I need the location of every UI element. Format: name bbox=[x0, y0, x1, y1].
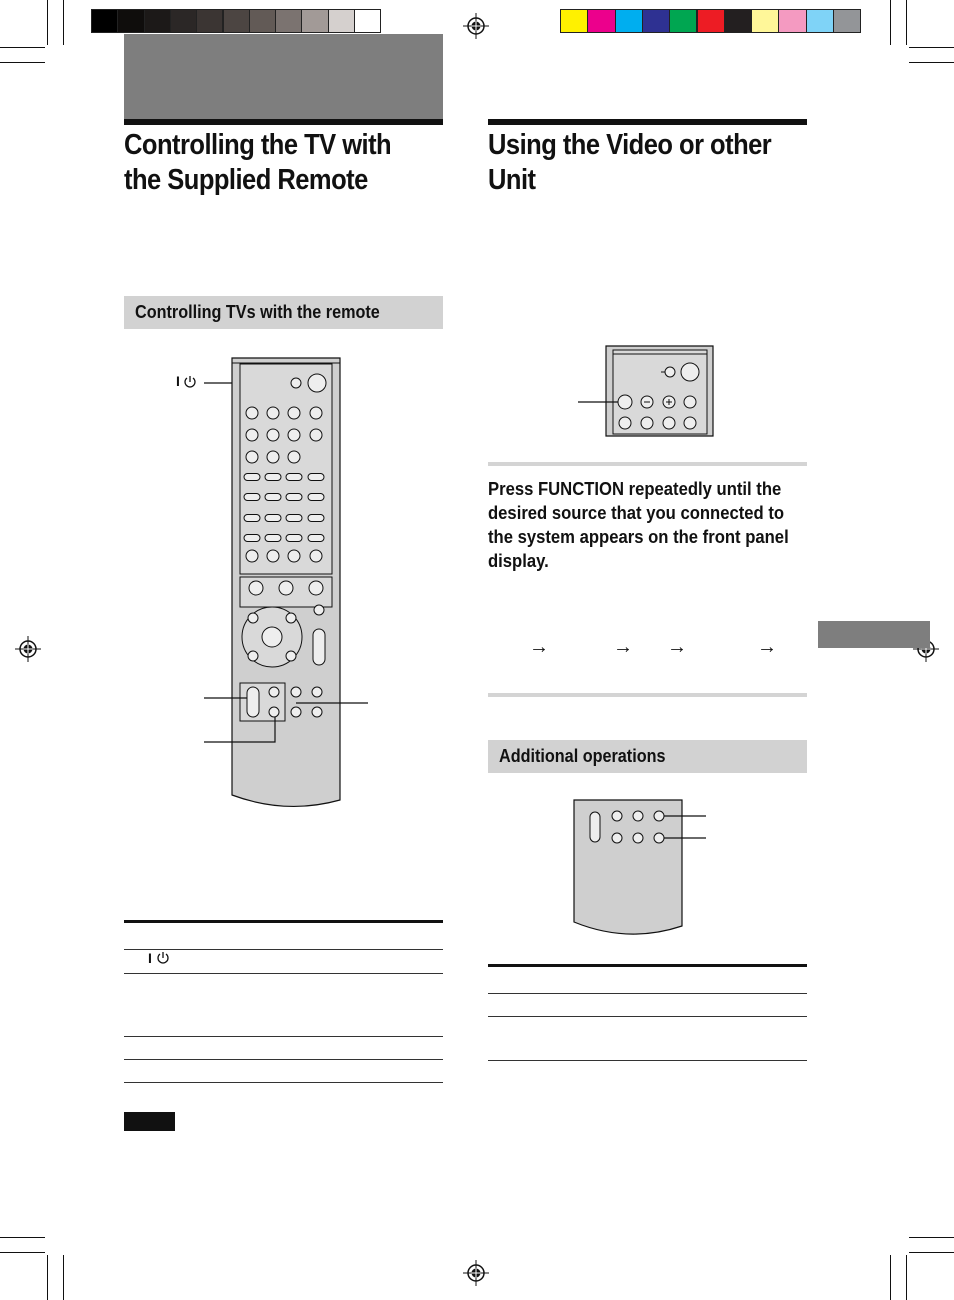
page-title-right: Using the Video or other Unit bbox=[488, 129, 772, 196]
registration-target-icon bbox=[15, 636, 41, 662]
crop-mark bbox=[909, 1237, 954, 1238]
function-sequence-arrow: → bbox=[613, 636, 633, 658]
remote-top-illustration bbox=[575, 344, 720, 438]
title-rule bbox=[124, 119, 443, 125]
power-label: I bbox=[176, 373, 180, 389]
color-swatch bbox=[751, 9, 779, 33]
step-top-rule bbox=[488, 462, 807, 466]
gray-swatch bbox=[91, 9, 118, 33]
gray-swatch bbox=[301, 9, 328, 33]
crop-mark bbox=[890, 1255, 891, 1300]
gray-swatch bbox=[249, 9, 276, 33]
remote-bottom-illustration bbox=[570, 798, 710, 940]
crop-mark bbox=[909, 1252, 954, 1253]
gray-swatch bbox=[223, 9, 250, 33]
color-swatch bbox=[833, 9, 861, 33]
remote-button bbox=[265, 494, 281, 501]
crop-mark bbox=[0, 62, 45, 63]
remote-button bbox=[244, 535, 260, 542]
remote-button bbox=[288, 429, 300, 441]
color-swatch bbox=[642, 9, 670, 33]
remote-button bbox=[286, 494, 302, 501]
table-top-rule bbox=[488, 964, 807, 967]
remote-button bbox=[288, 407, 300, 419]
crop-mark bbox=[906, 0, 907, 45]
color-swatch bbox=[697, 9, 725, 33]
crop-mark bbox=[909, 47, 954, 48]
table-row-divider bbox=[124, 1059, 443, 1060]
remote-button bbox=[308, 474, 324, 481]
remote-button bbox=[246, 429, 258, 441]
title-rule bbox=[488, 119, 807, 125]
crop-mark bbox=[0, 47, 45, 48]
page-title-left: Controlling the TV with the Supplied Remote bbox=[124, 129, 392, 196]
remote-button bbox=[267, 451, 279, 463]
remote-button bbox=[310, 429, 322, 441]
remote-button bbox=[267, 407, 279, 419]
remote-button bbox=[246, 550, 258, 562]
gray-swatch bbox=[275, 9, 302, 33]
table-top-rule bbox=[124, 920, 443, 923]
remote-button bbox=[244, 474, 260, 481]
table-row-divider bbox=[124, 973, 443, 974]
remote-button bbox=[246, 451, 258, 463]
section-edge-tab bbox=[818, 621, 930, 648]
gray-swatch bbox=[117, 9, 144, 33]
color-swatch bbox=[724, 9, 752, 33]
remote-button bbox=[286, 474, 302, 481]
function-sequence-arrow: → bbox=[667, 636, 687, 658]
remote-button bbox=[267, 550, 279, 562]
color-swatch bbox=[615, 9, 643, 33]
remote-button bbox=[244, 494, 260, 501]
crop-mark bbox=[906, 1255, 907, 1300]
crop-mark bbox=[909, 62, 954, 63]
function-sequence-arrow: → bbox=[529, 636, 549, 658]
remote-button bbox=[308, 494, 324, 501]
power-icon bbox=[156, 951, 170, 965]
table-row-divider bbox=[124, 1036, 443, 1037]
remote-button bbox=[246, 407, 258, 419]
remote-button bbox=[288, 451, 300, 463]
registration-target-icon bbox=[463, 1260, 489, 1286]
remote-button bbox=[265, 515, 281, 522]
table-power-symbol: I bbox=[148, 950, 152, 966]
color-swatch bbox=[778, 9, 806, 33]
remote-button bbox=[310, 407, 322, 419]
power-callout bbox=[176, 373, 180, 389]
table-row-divider bbox=[488, 1016, 807, 1017]
table-row-divider bbox=[124, 1082, 443, 1083]
color-swatch bbox=[806, 9, 834, 33]
note-label-block bbox=[124, 1112, 175, 1131]
remote-button bbox=[308, 535, 324, 542]
gray-swatch bbox=[144, 9, 171, 33]
remote-button bbox=[310, 550, 322, 562]
remote-button bbox=[267, 429, 279, 441]
remote-button bbox=[286, 515, 302, 522]
remote-button bbox=[265, 474, 281, 481]
table-row-divider bbox=[488, 1060, 807, 1061]
crop-mark bbox=[63, 1255, 64, 1300]
crop-mark bbox=[47, 1255, 48, 1300]
table-row-divider bbox=[124, 949, 443, 950]
power-icon bbox=[183, 375, 197, 389]
registration-target-icon bbox=[463, 13, 489, 39]
step-bottom-rule bbox=[488, 693, 807, 697]
table-row-divider bbox=[488, 993, 807, 994]
remote-button bbox=[288, 550, 300, 562]
gray-swatch bbox=[196, 9, 223, 33]
subheading-controlling-tvs: Controlling TVs with the remote bbox=[124, 296, 443, 329]
gray-swatch bbox=[328, 9, 355, 33]
color-swatch bbox=[560, 9, 588, 33]
remote-button bbox=[244, 515, 260, 522]
function-sequence-arrow: → bbox=[757, 636, 777, 658]
remote-button bbox=[265, 535, 281, 542]
color-swatch bbox=[669, 9, 697, 33]
remote-control-illustration bbox=[200, 355, 375, 810]
crop-mark bbox=[63, 0, 64, 45]
color-swatch bbox=[587, 9, 615, 33]
remote-button bbox=[286, 535, 302, 542]
step-instruction: Press FUNCTION repeatedly until the desired source that you connected to the system appears on the front panel display. bbox=[488, 478, 789, 571]
crop-mark bbox=[47, 0, 48, 45]
gray-swatch bbox=[170, 9, 197, 33]
subheading-additional-operations: Additional operations bbox=[488, 740, 807, 773]
crop-mark bbox=[0, 1237, 45, 1238]
crop-mark bbox=[890, 0, 891, 45]
crop-mark bbox=[0, 1252, 45, 1253]
gray-swatch bbox=[354, 9, 381, 33]
chapter-header-block bbox=[124, 34, 443, 120]
remote-button bbox=[308, 515, 324, 522]
